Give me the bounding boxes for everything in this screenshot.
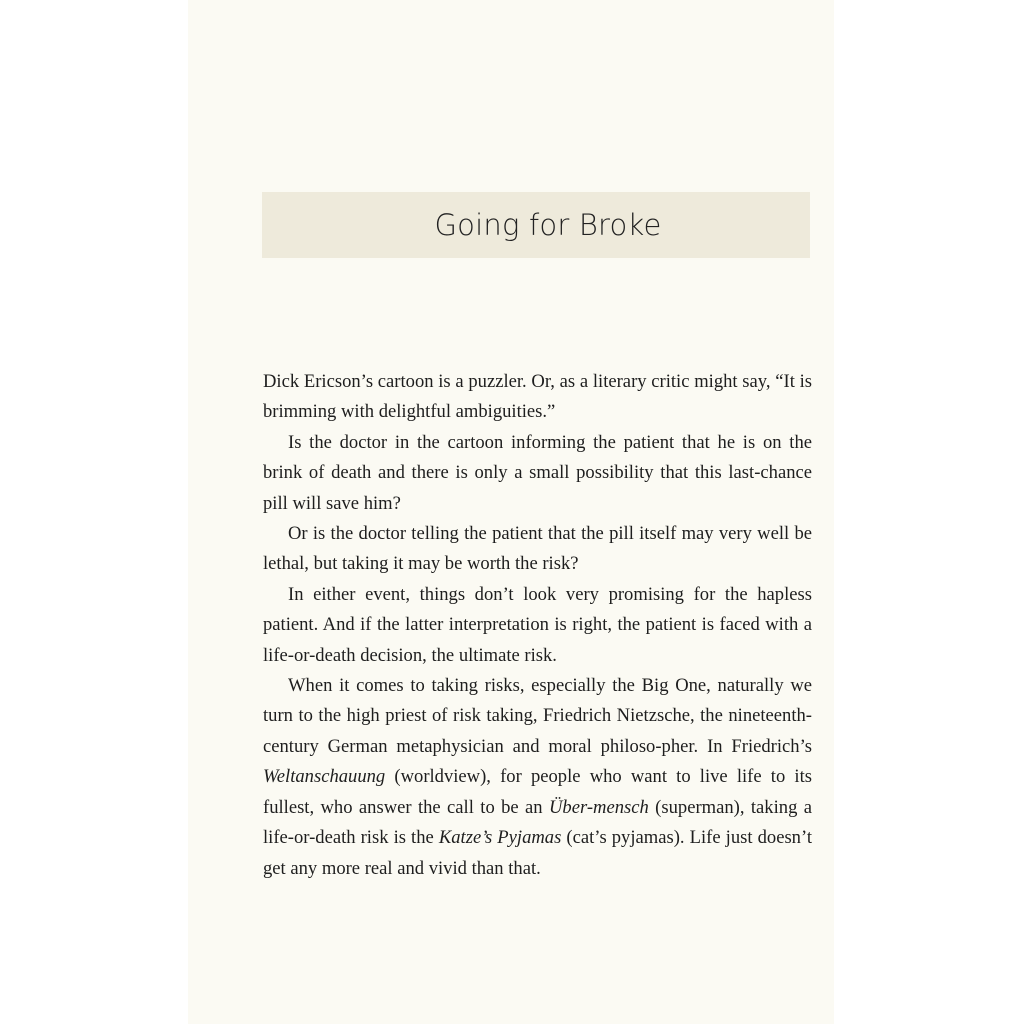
paragraph-1: Dick Ericson’s cartoon is a puzzler. Or, as a literary critic might say, “It is brimming with delightful ambiguities.” <box>263 371 812 423</box>
term-ubermensch: Über-mensch <box>549 796 649 818</box>
paragraph-4: In either event, things don’t look very promising for the hapless patient. And if the latter interpretation is right, the patient is faced with a life-or-death decision, the ultimate risk. <box>263 583 812 666</box>
term-katzes-pyjamas: Katze’s Pyjamas <box>438 827 562 849</box>
paragraph-5-text-3: (superman), taking a life-or-death risk is the <box>263 796 812 849</box>
paragraph-3: Or is the doctor telling the patient that the pill itself may very well be lethal, but taking it may be worth the risk? <box>263 523 812 575</box>
chapter-title: Going for Broke <box>434 208 662 242</box>
paragraph-5-text-2: (worldview), for people who want to live life to its fullest, who answer the call to be an <box>263 766 812 818</box>
paragraph-5 <box>263 671 812 884</box>
term-weltanschauung: Weltanschauung <box>263 766 386 788</box>
paragraph-5-text-4: (cat’s pyjamas). Life just doesn’t get any more real and vivid than that. <box>263 827 812 879</box>
paragraph-5-text-1: When it comes to taking risks, especially the Big One, naturally we turn to the high priest of risk taking, Friedrich Nietzsche, the nineteenth-century German metaphysician and moral philoso-pher. In Friedrich’s <box>263 675 812 757</box>
chapter-title-band <box>262 192 810 258</box>
chapter-body <box>263 367 812 884</box>
paragraph-2: Is the doctor in the cartoon informing the patient that he is on the brink of death and there is only a small possibility that this last-chance pill will save him? <box>263 431 812 514</box>
